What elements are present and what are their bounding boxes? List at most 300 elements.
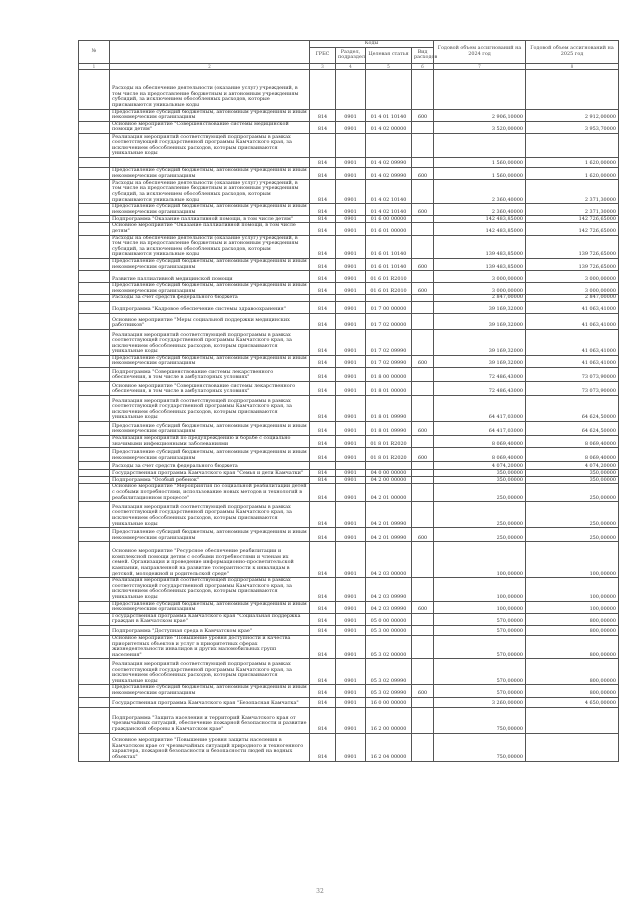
row-name-cell: Реализация мероприятий по предупреждению и борьбе с социально значимыми инфекционными заболеваниями [110,436,310,448]
row-csr-cell: 16 0 00 00000 [366,697,412,707]
row-sum-2024-cell: 250,00000 [434,484,526,502]
row-vr-cell [412,436,434,448]
row-grbs-cell: 814 [310,659,336,685]
row-vr-cell [412,470,434,477]
row-grbs-cell: 814 [310,396,336,422]
row-name-cell: Реализация мероприятий соответствующей подпрограммы в рамках соответствующей государственной программы Камчатского края, за исключением обособленных расходов, которым присваиваются уникальные коды [110,396,310,422]
row-vr-cell [412,613,434,625]
row-name-cell: Основное мероприятие "Повышение уровня доступности и качества приоритетных объектов и услуг в приоритетных сферах жизнедеятельности инвалидов и других маломобильных групп населения" [110,636,310,659]
row-csr-cell: 01 6 01 10140 [366,258,412,270]
row-grbs-cell: 814 [310,382,336,396]
row-sum-2025-cell: 2 912,00000 [526,109,619,121]
table-row [79,204,619,216]
row-number-cell [79,109,110,121]
row-csr-cell: 01 6 01 R2010 [366,283,412,295]
header-sum-2025: Годовой объем ассигнований на 2025 год [526,41,619,64]
row-vr-cell [412,542,434,578]
index-cell: 8 [526,63,619,69]
row-name-cell: Реализация мероприятий соответствующей подпрограммы в рамках соответствующей государственной программы Камчатского края, за исключением обособленных расходов, которым присваиваются уникальные коды [110,659,310,685]
row-razdel-cell: 0901 [336,528,366,542]
table-row [79,484,619,502]
row-sum-2025-cell: 250,00000 [526,484,619,502]
row-number-cell [79,659,110,685]
table-row [79,542,619,578]
row-sum-2024-cell: 3 000,00000 [434,271,526,283]
row-sum-2024-cell: 350,00000 [434,477,526,484]
row-vr-cell: 600 [412,109,434,121]
table-row [79,685,619,697]
row-razdel-cell: 0901 [336,636,366,659]
row-grbs-cell: 814 [310,235,336,258]
row-razdel-cell: 0901 [336,329,366,355]
row-razdel-cell: 0901 [336,436,366,448]
table-row [79,636,619,659]
row-number-cell [79,157,110,167]
row-sum-2025-cell: 100,00000 [526,542,619,578]
row-number-cell [79,301,110,313]
table-row [79,295,619,302]
row-number-cell [79,448,110,462]
row-number-cell [79,477,110,484]
row-csr-cell: 01 4 02 10140 [366,180,412,204]
row-name-cell: Предоставление субсидий бюджетным, автономным учреждениям и иным некоммерческим организациям [110,528,310,542]
row-vr-cell: 600 [412,258,434,270]
row-number-cell [79,484,110,502]
row-name-cell: Основное мероприятие "Мероприятия по социальной реабилитации детей с особыми потребностями, использование новых методов и технологий в реабилитационном процессе" [110,484,310,502]
row-vr-cell [412,396,434,422]
row-sum-2025-cell: 3 000,00000 [526,271,619,283]
page-number: 32 [316,888,324,895]
row-name-cell: Предоставление субсидий бюджетным, автономным учреждениям и иным некоммерческим организациям [110,109,310,121]
table-row [79,235,619,258]
row-sum-2025-cell: 41 063,41000 [526,355,619,367]
row-vr-cell [412,697,434,707]
row-number-cell [79,216,110,223]
table-row [79,462,619,470]
header-num: № [79,41,110,64]
row-sum-2025-cell: 4 650,00000 [526,697,619,707]
table-row [79,659,619,685]
header-name [110,41,310,64]
row-csr-cell: 04 2 03 09990 [366,578,412,601]
row-sum-2024-cell: 3 000,00000 [434,283,526,295]
row-name-cell: Предоставление субсидий бюджетным, автономным учреждениям и иным некоммерческим организациям [110,204,310,216]
row-vr-cell: 600 [412,283,434,295]
row-grbs-cell: 814 [310,368,336,382]
row-csr-cell: 01 6 00 00000 [366,216,412,223]
row-grbs-cell: 814 [310,313,336,329]
row-number-cell [79,626,110,636]
row-sum-2024-cell: 4 074,20000 [434,462,526,470]
row-grbs-cell: 814 [310,121,336,133]
table-row [79,368,619,382]
row-vr-cell [412,382,434,396]
table-row [79,578,619,601]
row-sum-2024-cell: 139 483,85000 [434,258,526,270]
row-sum-2024-cell: 142 483,85000 [434,216,526,223]
row-razdel-cell [336,133,366,157]
row-csr-cell [366,295,412,302]
table-row [79,528,619,542]
row-sum-2025-cell: 41 063,41000 [526,329,619,355]
row-vr-cell: 600 [412,685,434,697]
row-csr-cell: 05 0 00 00000 [366,613,412,625]
row-vr-cell [412,235,434,258]
row-sum-2025-cell: 800,00000 [526,636,619,659]
row-name-cell: Подпрограмма "Доступная среда в Камчатском крае" [110,626,310,636]
row-vr-cell: 600 [412,355,434,367]
row-grbs-cell: 814 [310,613,336,625]
row-sum-2024-cell: 250,00000 [434,502,526,528]
row-number-cell [79,180,110,204]
row-sum-2025-cell: 41 063,41000 [526,313,619,329]
row-vr-cell [412,626,434,636]
row-sum-2024-cell: 250,00000 [434,528,526,542]
row-number-cell [79,368,110,382]
row-sum-2024-cell: 39 169,32000 [434,301,526,313]
row-vr-cell [412,707,434,733]
table-row [79,313,619,329]
header-razdel: Раздел, подраздел [336,47,366,63]
row-sum-2024-cell: 8 069,40000 [434,436,526,448]
row-vr-cell [412,271,434,283]
row-name-cell: Предоставление субсидий бюджетным, автономным учреждениям и иным некоммерческим организациям [110,448,310,462]
row-sum-2024-cell: 100,00000 [434,542,526,578]
row-vr-cell [412,121,434,133]
row-name-cell: Расходы на обеспечение деятельности (оказание услуг) учреждений, в том числе на предоставление бюджетным и автономным учреждениям субсидий, за исключением обособленных расходов, которым присваиваются уникальные коды [110,180,310,204]
table-row [79,167,619,179]
row-number-cell [79,578,110,601]
row-vr-cell: 600 [412,601,434,613]
row-grbs-cell: 814 [310,216,336,223]
index-cell: 6 [412,63,434,69]
table-row [79,396,619,422]
row-sum-2025-cell: 64 624,50000 [526,396,619,422]
row-sum-2024-cell: 139 483,85000 [434,235,526,258]
index-cell: 3 [310,63,336,69]
row-csr-cell: 05 3 00 00000 [366,626,412,636]
row-grbs-cell [310,69,336,109]
row-number-cell [79,462,110,470]
row-number-cell [79,283,110,295]
header-codes: Коды [310,41,434,48]
row-csr-cell: 01 8 01 00000 [366,382,412,396]
row-sum-2024-cell: 72 486,43000 [434,368,526,382]
row-grbs-cell [310,133,336,157]
row-sum-2025-cell [526,69,619,109]
row-grbs-cell: 814 [310,329,336,355]
table-row [79,626,619,636]
row-number-cell [79,707,110,733]
row-csr-cell: 01 4 02 09990 [366,157,412,167]
row-sum-2025-cell: 139 726,65000 [526,235,619,258]
row-razdel-cell: 0901 [336,223,366,235]
row-sum-2025-cell: 73 073,90000 [526,382,619,396]
header-csr: Целевая статья [366,47,412,63]
table-body [79,69,619,761]
row-number-cell [79,121,110,133]
row-sum-2025-cell: 8 069,40000 [526,448,619,462]
row-sum-2024-cell: 64 417,03000 [434,396,526,422]
row-vr-cell [412,295,434,302]
row-sum-2025-cell: 350,00000 [526,470,619,477]
row-csr-cell: 01 4 02 10140 [366,204,412,216]
row-sum-2025-cell: 250,00000 [526,528,619,542]
row-number-cell [79,733,110,761]
row-name-cell: Предоставление субсидий бюджетным, автономным учреждениям и иным некоммерческим организациям [110,167,310,179]
row-grbs-cell: 814 [310,180,336,204]
row-csr-cell: 01 8 01 R2020 [366,448,412,462]
row-grbs-cell: 814 [310,484,336,502]
row-grbs-cell: 814 [310,448,336,462]
row-razdel-cell: 0901 [336,697,366,707]
row-vr-cell [412,180,434,204]
row-vr-cell [412,133,434,157]
row-number-cell [79,167,110,179]
row-sum-2024-cell: 72 486,43000 [434,382,526,396]
row-razdel-cell: 0901 [336,707,366,733]
row-grbs-cell: 814 [310,477,336,484]
row-sum-2024-cell: 750,00000 [434,733,526,761]
row-razdel-cell: 0901 [336,502,366,528]
row-sum-2024-cell: 570,00000 [434,613,526,625]
row-sum-2024-cell: 3 260,00000 [434,697,526,707]
row-sum-2025-cell: 350,00000 [526,477,619,484]
row-grbs-cell: 814 [310,601,336,613]
row-grbs-cell: 814 [310,422,336,436]
budget-table-page [78,40,618,762]
table-row [79,422,619,436]
row-name-cell: Расходы за счет средств федерального бюджета [110,462,310,470]
row-grbs-cell: 814 [310,528,336,542]
row-number-cell [79,69,110,109]
row-razdel-cell: 0901 [336,258,366,270]
row-number-cell [79,470,110,477]
row-number-cell [79,258,110,270]
row-number-cell [79,613,110,625]
row-number-cell [79,235,110,258]
row-sum-2024-cell: 2 906,10000 [434,109,526,121]
row-sum-2025-cell [526,133,619,157]
row-sum-2025-cell: 800,00000 [526,626,619,636]
index-cell: 2 [110,63,310,69]
row-name-cell: Основное мероприятие "Совершенствование системы медицинской помощи детям" [110,121,310,133]
row-grbs-cell: 814 [310,502,336,528]
row-razdel-cell: 0901 [336,301,366,313]
table-row [79,223,619,235]
row-vr-cell [412,659,434,685]
row-number-cell [79,355,110,367]
row-csr-cell: 16 2 04 00000 [366,733,412,761]
table-row [79,613,619,625]
row-sum-2024-cell: 39 169,32000 [434,355,526,367]
row-razdel-cell: 0901 [336,659,366,685]
row-csr-cell: 04 2 01 09990 [366,502,412,528]
row-sum-2025-cell: 2 847,00000 [526,295,619,302]
row-sum-2025-cell: 64 624,50000 [526,422,619,436]
row-razdel-cell: 0901 [336,422,366,436]
row-number-cell [79,329,110,355]
row-sum-2024-cell: 1 560,00000 [434,157,526,167]
row-csr-cell: 05 3 02 00000 [366,636,412,659]
row-grbs-cell: 814 [310,685,336,697]
table-row [79,157,619,167]
row-grbs-cell: 814 [310,578,336,601]
row-csr-cell [366,133,412,157]
row-sum-2025-cell: 100,00000 [526,601,619,613]
row-sum-2024-cell: 2 847,00000 [434,295,526,302]
row-name-cell: Основное мероприятие "Оказание паллиативной помощи, в том числе детям" [110,223,310,235]
row-vr-cell [412,636,434,659]
row-name-cell: Расходы на обеспечение деятельности (оказание услуг) учреждений, в том числе на предоставление бюджетным и автономным учреждениям субсидий, за исключением обособленных расходов, которые присваиваются уникальные коды [110,69,310,109]
row-razdel-cell: 0901 [336,283,366,295]
row-vr-cell [412,462,434,470]
header-vr: Вид расходов [412,47,434,63]
row-csr-cell: 04 2 03 09990 [366,601,412,613]
row-sum-2025-cell: 73 073,90000 [526,368,619,382]
row-razdel-cell: 0901 [336,733,366,761]
budget-table [78,40,619,762]
row-sum-2025-cell: 8 069,40000 [526,436,619,448]
table-row [79,258,619,270]
row-csr-cell: 01 8 00 00000 [366,368,412,382]
row-grbs-cell: 814 [310,167,336,179]
row-csr-cell: 04 2 03 00000 [366,542,412,578]
row-grbs-cell [310,462,336,470]
row-name-cell: Предоставление субсидий бюджетным, автономным учреждениям и иным некоммерческим организациям [110,685,310,697]
row-sum-2024-cell [434,69,526,109]
row-razdel-cell: 0901 [336,601,366,613]
row-number-cell [79,271,110,283]
row-sum-2025-cell: 2 371,30000 [526,180,619,204]
row-csr-cell: 04 2 01 09990 [366,528,412,542]
index-cell: 5 [366,63,412,69]
row-grbs-cell: 814 [310,283,336,295]
row-name-cell [110,157,310,167]
row-vr-cell [412,502,434,528]
row-number-cell [79,382,110,396]
row-name-cell: Расходы на обеспечение деятельности (оказание услуг) учреждений, в том числе на предоставление бюджетным и автономным учреждениям субсидий, за исключением обособленных расходов, которым присваиваются уникальные коды [110,235,310,258]
row-name-cell: Предоставление субсидий бюджетным, автономным учреждениям и иным некоммерческим организациям [110,422,310,436]
row-vr-cell [412,313,434,329]
row-csr-cell: 01 8 01 09990 [366,396,412,422]
row-razdel-cell: 0901 [336,157,366,167]
table-row [79,355,619,367]
header-sum-2024: Годовой объем ассигнований на 2024 год [434,41,526,64]
row-vr-cell [412,578,434,601]
row-number-cell [79,601,110,613]
table-row [79,271,619,283]
row-grbs-cell: 814 [310,436,336,448]
row-sum-2025-cell: 800,00000 [526,613,619,625]
table-row [79,301,619,313]
row-name-cell: Подпрограмма "Оказание паллиативной помощи, в том числе детям" [110,216,310,223]
row-csr-cell: 01 7 02 09990 [366,329,412,355]
row-csr-cell: 01 4 01 10140 [366,109,412,121]
row-vr-cell: 600 [412,448,434,462]
row-sum-2024-cell [434,133,526,157]
row-razdel-cell: 0901 [336,448,366,462]
row-razdel-cell [336,69,366,109]
row-number-cell [79,685,110,697]
row-number-cell [79,528,110,542]
row-sum-2024-cell: 750,00000 [434,707,526,733]
row-razdel-cell: 0901 [336,355,366,367]
row-razdel-cell: 0901 [336,626,366,636]
row-sum-2024-cell: 570,00000 [434,659,526,685]
row-razdel-cell: 0901 [336,382,366,396]
row-razdel-cell: 0901 [336,484,366,502]
row-grbs-cell: 814 [310,355,336,367]
row-csr-cell: 01 4 02 00000 [366,121,412,133]
row-name-cell: Подпрограмма "Совершенствование системы лекарственного обеспечения, в том числе в амбулаторных условиях" [110,368,310,382]
row-vr-cell [412,733,434,761]
row-number-cell [79,697,110,707]
row-grbs-cell: 814 [310,697,336,707]
row-razdel-cell: 0901 [336,216,366,223]
row-csr-cell: 01 7 00 00000 [366,301,412,313]
row-number-cell [79,204,110,216]
row-vr-cell [412,301,434,313]
row-csr-cell: 01 8 01 09990 [366,422,412,436]
row-vr-cell [412,329,434,355]
row-csr-cell: 01 6 01 00000 [366,223,412,235]
index-cell: 1 [79,63,110,69]
table-row [79,133,619,157]
row-number-cell [79,313,110,329]
table-row [79,283,619,295]
table-row [79,121,619,133]
row-number-cell [79,636,110,659]
row-sum-2025-cell [526,733,619,761]
row-grbs-cell: 814 [310,542,336,578]
row-csr-cell [366,462,412,470]
table-row [79,733,619,761]
row-csr-cell: 04 2 00 00000 [366,477,412,484]
row-number-cell [79,295,110,302]
row-sum-2024-cell: 64 417,03000 [434,422,526,436]
row-sum-2024-cell: 100,00000 [434,601,526,613]
row-razdel-cell: 0901 [336,235,366,258]
row-razdel-cell: 0901 [336,109,366,121]
row-name-cell: Развитие паллиативной медицинской помощи [110,271,310,283]
row-csr-cell [366,69,412,109]
row-sum-2025-cell: 4 074,20000 [526,462,619,470]
table-row [79,707,619,733]
row-sum-2024-cell: 3 520,00000 [434,121,526,133]
row-name-cell: Реализация мероприятий соответствующей подпрограммы в рамках соответствующей государственной программы Камчатского края, за исключением обособленных расходов, которым присваиваются уникальные коды [110,578,310,601]
row-grbs-cell: 814 [310,258,336,270]
row-razdel-cell: 0901 [336,613,366,625]
table-row [79,601,619,613]
row-sum-2025-cell: 142 726,65000 [526,223,619,235]
row-name-cell: Расходы за счет средств федерального бюджета [110,295,310,302]
row-vr-cell [412,216,434,223]
row-name-cell: Государственная программа Камчатского края "Семья и дети Камчатки" [110,470,310,477]
row-csr-cell: 01 6 01 R2010 [366,271,412,283]
row-number-cell [79,436,110,448]
row-name-cell: Государственная программа Камчатского края "Социальная поддержка граждан в Камчатском крае" [110,613,310,625]
table-row [79,448,619,462]
row-number-cell [79,422,110,436]
row-csr-cell: 04 0 00 00000 [366,470,412,477]
row-sum-2025-cell: 250,00000 [526,502,619,528]
row-grbs-cell: 814 [310,271,336,283]
row-number-cell [79,502,110,528]
row-grbs-cell: 814 [310,109,336,121]
row-sum-2024-cell: 2 360,40000 [434,180,526,204]
row-name-cell: Реализация мероприятий соответствующей подпрограммы в рамках соответствующей государственной программы Камчатского края, за исключением обособленных расходов, которым присваиваются уникальные коды [110,329,310,355]
